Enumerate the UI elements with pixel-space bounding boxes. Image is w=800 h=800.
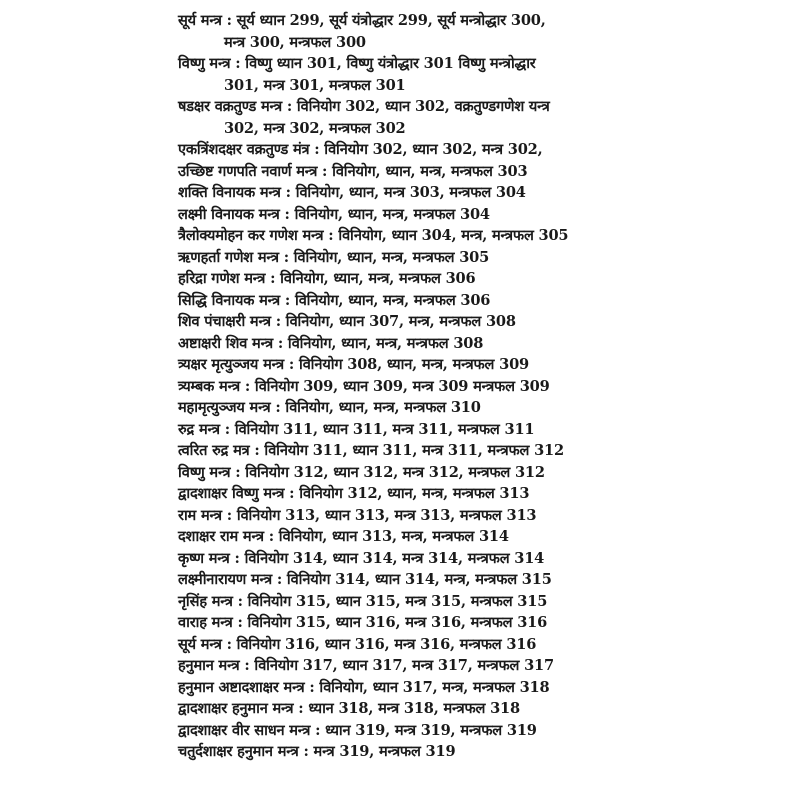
index-entry: उच्छिष्ट गणपति नवार्ण मन्त्र : विनियोग, ध्यान, मन्त्र, मन्त्रफल 303: [178, 162, 528, 180]
index-entry: दशाक्षर राम मन्त्र : विनियोग, ध्यान 313, मन्त्र, मन्त्रफल 314: [178, 528, 509, 545]
index-entry: ऋणहर्ता गणेश मन्त्र : विनियोग, ध्यान, मन्त्र, मन्त्रफल 305: [178, 248, 490, 266]
index-entry: हरिद्रा गणेश मन्त्र : विनियोग, ध्यान, मन्त्र, मन्त्रफल 306: [178, 270, 476, 287]
index-entry: हनुमान मन्त्र : विनियोग 317, ध्यान 317, मन्त्र 317, मन्त्रफल 317: [178, 657, 554, 674]
index-entry: विष्णु मन्त्र : विनियोग 312, ध्यान 312, मन्त्र 312, मन्त्रफल 312: [178, 463, 545, 481]
index-entry: रुद्र मन्त्र : विनियोग 311, ध्यान 311, मन्त्र 311, मन्त्रफल 311: [178, 420, 535, 438]
index-entry: सूर्य मन्त्र : सूर्य ध्यान 299, सूर्य यंत्रोद्धार 299, सूर्य मन्त्रोद्धार 300,: [178, 12, 546, 29]
index-entry-continuation: 301, मन्त्र 301, मन्त्रफल 301: [224, 76, 406, 94]
index-entry: षडक्षर वक्रतुण्ड मन्त्र : विनियोग 302, ध्यान 302, वक्रतुण्डगणेश यन्त्र: [178, 98, 550, 115]
index-entry: सिद्धि विनायक मन्त्र : विनियोग, ध्यान, मन्त्र, मन्त्रफल 306: [178, 291, 491, 309]
index-entry-continuation: मन्त्र 300, मन्त्रफल 300: [224, 33, 366, 51]
index-entry: कृष्ण मन्त्र : विनियोग 314, ध्यान 314, मन्त्र 314, मन्त्रफल 314: [178, 549, 545, 567]
index-entry: द्वादशाक्षर वीर साधन मन्त्र : ध्यान 319, मन्त्र 319, मन्त्रफल 319: [178, 721, 537, 739]
index-entry: द्वादशाक्षर विष्णु मन्त्र : विनियोग 312, ध्यान, मन्त्र, मन्त्रफल 313: [178, 485, 530, 502]
index-list: [178, 10, 623, 763]
index-entry: सूर्य मन्त्र : विनियोग 316, ध्यान 316, मन्त्र 316, मन्त्रफल 316: [178, 635, 537, 653]
index-entry: महामृत्युञ्जय मन्त्र : विनियोग, ध्यान, मन्त्र, मन्त्रफल 310: [178, 399, 481, 416]
index-entry: लक्ष्मी विनायक मन्त्र : विनियोग, ध्यान, मन्त्र, मन्त्रफल 304: [178, 205, 490, 223]
index-entry: त्वरित रुद्र मत्र : विनियोग 311, ध्यान 311, मन्त्र 311, मन्त्रफल 312: [178, 442, 564, 459]
index-entry: अष्टाक्षरी शिव मन्त्र : विनियोग, ध्यान, मन्त्र, मन्त्रफल 308: [178, 334, 484, 352]
index-entry: शिव पंचाक्षरी मन्त्र : विनियोग, ध्यान 307, मन्त्र, मन्त्रफल 308: [178, 313, 516, 330]
index-entry: विष्णु मन्त्र : विष्णु ध्यान 301, विष्णु यंत्रोद्धार 301 विष्णु मन्त्रोद्धार: [178, 55, 536, 72]
index-entry: त्र्यक्षर मृत्युञ्जय मन्त्र : विनियोग 308, ध्यान, मन्त्र, मन्त्रफल 309: [178, 356, 529, 373]
index-entry: द्वादशाक्षर हनुमान मन्त्र : ध्यान 318, मन्त्र 318, मन्त्रफल 318: [178, 700, 520, 717]
index-entry: त्र्यम्बक मन्त्र : विनियोग 309, ध्यान 309, मन्त्र 309 मन्त्रफल 309: [178, 377, 550, 395]
index-entry: हनुमान अष्टादशाक्षर मन्त्र : विनियोग, ध्यान 317, मन्त्र, मन्त्रफल 318: [178, 678, 550, 696]
index-entry: वाराह मन्त्र : विनियोग 315, ध्यान 316, मन्त्र 316, मन्त्रफल 316: [178, 614, 548, 631]
index-entry: त्रैलोक्यमोहन कर गणेश मन्त्र : विनियोग, ध्यान 304, मन्त्र, मन्त्रफल 305: [178, 227, 569, 244]
index-entry-continuation: 302, मन्त्र 302, मन्त्रफल 302: [224, 119, 406, 137]
index-entry: लक्ष्मीनारायण मन्त्र : विनियोग 314, ध्यान 314, मन्त्र, मन्त्रफल 315: [178, 571, 552, 588]
index-entry: एकत्रिंशदक्षर वक्रतुण्ड मंत्र : विनियोग 302, ध्यान 302, मन्त्र 302,: [178, 141, 543, 158]
index-entry: नृसिंह मन्त्र : विनियोग 315, ध्यान 315, मन्त्र 315, मन्त्रफल 315: [178, 592, 548, 610]
index-entry: चतुर्दशाक्षर हनुमान मन्त्र : मन्त्र 319, मन्त्रफल 319: [178, 743, 456, 760]
index-entry: राम मन्त्र : विनियोग 313, ध्यान 313, मन्त्र 313, मन्त्रफल 313: [178, 506, 537, 524]
index-entry: शक्ति विनायक मन्त्र : विनियोग, ध्यान, मन्त्र 303, मन्त्रफल 304: [178, 184, 526, 201]
